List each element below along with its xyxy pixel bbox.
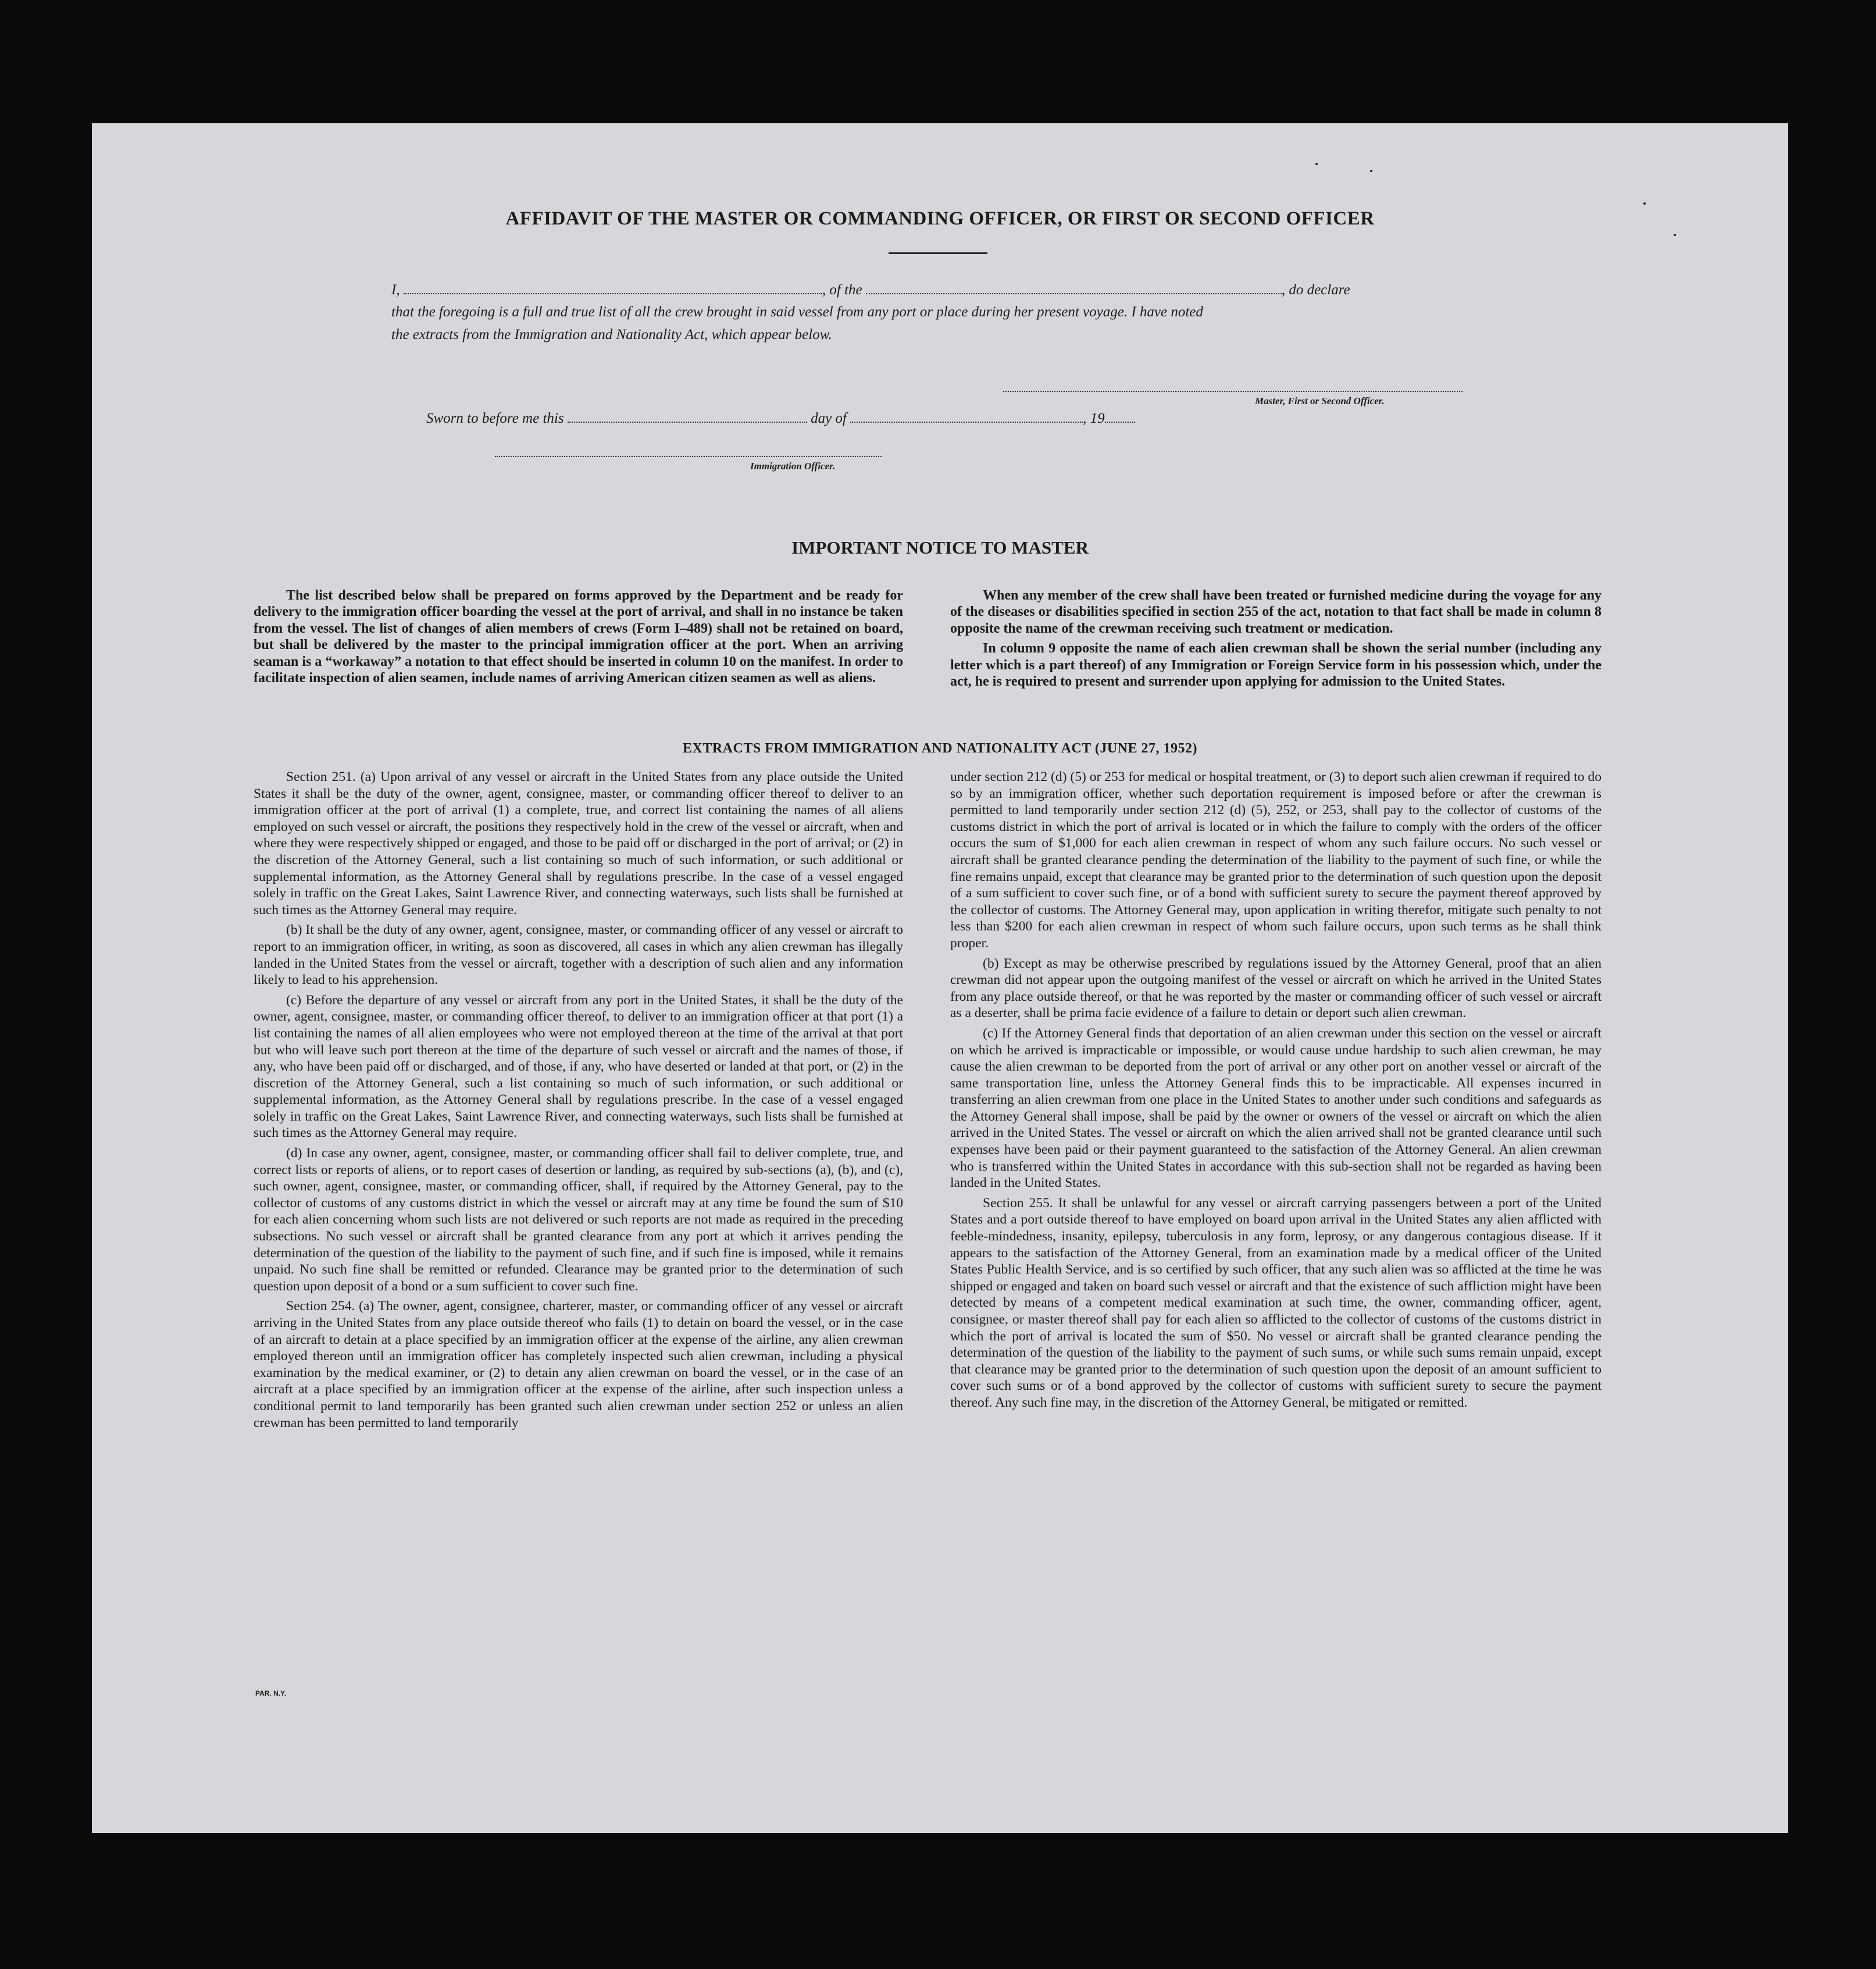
section-254-a: Section 254. (a) The owner, agent, consignee, charterer, master, or commanding officer of any vessel or aircraft arriving in the United States from any place outside thereof who fails (1) to detain on board the vessel, or in the case of an aircraft to detain at a place specified by an immigration officer at the expense of the airline, any alien crewman employed thereon until an immigration officer has completely inspected such alien crewman, including a physical examination by the medical examiner, or (2) to detain any alien crewman on board the vessel, or in the case of an aircraft at a place specified by an immigration officer at the expense of the airline, after such inspection unless a conditional permit to land temporarily has been granted such alien crewman under section 252 or unless an alien crewman has been permitted to land temporarily [254,1299,903,1431]
section-251-d: (d) In case any owner, agent, consignee, master, or commanding officer shall fail to deliver complete, true, and correct lists or reports of aliens, or to report cases of desertion or landing, as required by sub-sections (a), (b), and (c), such owner, agent, consignee, master, or commanding officer, shall, if required by the Attorney General, pay to the collector of customs of any customs district in which the vessel or aircraft may at any time be found the sum of $10 for each alien concerning whom such lists are not delivered or such reports are not made as required in the preceding subsections. No such vessel or aircraft shall be granted clearance from any port at which it arrives pending the determination of the question of the liability to the payment of such fine, and if such fine is imposed, while it remains unpaid. No such fine shall be remitted or refunded. Clearance may be granted prior to the determination of such question upon deposit of a bond or a sum sufficient to cover such fine. [254,1146,903,1294]
notice-title: IMPORTANT NOTICE TO MASTER [791,537,1089,558]
sworn-prefix: Sworn to before me this [426,411,564,426]
section-251-b: (b) It shall be the duty of any owner, agent, consignee, master, or commanding officer of any vessel or aircraft to report to an immigration officer, in writing, as soon as discovered, all cases in which any alien crewman has illegally landed in the United States from the vessel or aircraft, together with a description of such alien and any information likely to lead to his apprehension. [254,922,903,988]
section-255: Section 255. It shall be unlawful for any vessel or aircraft carrying passengers between a port of the United States and a port outside thereof to have employed on board upon arrival in the United States any alien afflicted with feeble-mindedness, insanity, epilepsy, tuberculosis in any form, leprosy, or any dangerous contagious disease. If it appears to the satisfaction of the Attorney General, from an examination made by a medical officer of the United States Public Health Service, and is so certified by such officer, that any such alien was so afflicted at the time he was shipped or engaged and taken on board such vessel or aircraft and that the existence of such affliction might have been detected by means of a competent medical examination at such time, the owner, commanding officer, agent, consignee, or master thereof shall pay for each alien so afflicted to the collector of customs of the customs district in which the port of arrival is located the sum of $50. No vessel or aircraft shall be granted clearance pending the determination of the question of the liability to the payment of such sums, or while such sums remain unpaid, except that clearance may be granted prior to the determination of such question upon the deposit of an amount sufficient to cover such sums or of a bond approved by the collector of customs with sufficient surety to secure the payment thereof. Any such fine may, in the discretion of the Attorney General, be mitigated or remitted. [950,1195,1602,1410]
do-declare-label: , do declare [1281,282,1350,298]
notice-right-column [950,587,1602,693]
section-254-c: (c) If the Attorney General finds that deportation of an alien crewman under this section on the vessel or aircraft on which he arrived is impracticable or impossible, or would cause undue hardship to such alien crewman, he may cause the alien crewman to be deported from the port of arrival or any other port on another vessel or aircraft of the same transportation line, unless the Attorney General finds this to be impracticable. All expenses incurred in transferring an alien crewman from one place in the United States to another under such conditions and safeguards as the Attorney General shall impose, shall be paid by the owner or owners of the vessel or aircraft on which the alien arrived in the United States. The vessel or aircraft on which the alien arrived shall not be granted clearance until such expenses have been paid or their payment guaranteed to the satisfaction of the Attorney General. An alien crewman who is transferred within the United States in accordance with this sub-section shall not be regarded as having been landed in the United States. [950,1025,1602,1191]
master-signature-label: Master, First or Second Officer. [1255,395,1385,406]
title-underline [889,252,987,254]
declaration-text-1: that the foregoing is a full and true list of all the crew brought in said vessel from any port or place during her present voyage. I have noted [391,304,1203,320]
declarant-prefix: I, [391,282,400,298]
declaration-line [391,281,1350,298]
extracts-right-column [950,769,1602,1415]
dust-speck [1315,163,1318,165]
of-the-label: , of the [822,282,862,298]
officer-signature-label: Immigration Officer. [750,461,836,472]
document-page [92,123,1788,1833]
sworn-day-field[interactable] [568,410,807,423]
declaration-text-2: the extracts from the Immigration and Nationality Act, which appear below. [391,327,832,343]
notice-left-column [254,587,903,690]
declarant-name-field[interactable] [404,281,822,294]
section-251-c: (c) Before the departure of any vessel or aircraft from any port in the United States, it shall be the duty of the owner, agent, consignee, master, or commanding officer thereof, to deliver to an immigration officer at that port (1) a list containing the names of all alien employees who were not employed thereon at the time of the arrival at that port but who will leave such port thereon at the time of the departure of such vessel or aircraft and the names of those, if any, who have been paid off or discharged, and of those, if any, who have deserted or landed at that port, or (2) in the discretion of the Attorney General, such a list containing so much of such information, or such additional or supplemental information, as the Attorney General shall by regulations prescribe. In the case of a vessel engaged solely in traffic on the Great Lakes, Saint Lawrence River, and connecting waterways, such lists shall be furnished at such times as the Attorney General may require. [254,992,903,1141]
section-251-a: Section 251. (a) Upon arrival of any vessel or aircraft in the United States from any place outside the United States it shall be the duty of the owner, agent, consignee, master, or commanding officer thereof to deliver to an immigration officer at the port of arrival (1) a complete, true, and correct list containing the names of all aliens employed on such vessel or aircraft, the positions they respectively hold in the crew of the vessel or aircraft, when and where they were respectively shipped or engaged, and those to be paid off or discharged in the port of arrival; or (2) in the discretion of the Attorney General, such a list containing so much of such information, or such additional or supplemental information, as the Attorney General shall by regulations prescribe. In the case of a vessel engaged solely in traffic on the Great Lakes, Saint Lawrence River, and connecting waterways, such lists shall be furnished at such times as the Attorney General may require. [254,769,903,918]
dust-speck [1674,234,1676,236]
year-label: , 19 [1083,411,1105,426]
day-of-label: day of [811,411,847,426]
sworn-month-field[interactable] [850,410,1083,423]
sworn-line [426,410,1135,427]
section-254-b: (b) Except as may be otherwise prescribed by regulations issued by the Attorney General, proof that an alien crewman did not appear upon the outgoing manifest of the vessel or aircraft on which he arrived in the United States from any place outside thereof, or that he was reported by the master or commanding officer of such vessel or aircraft as a deserter, shall be prima facie evidence of a failure to detain or deport such alien crewman. [950,955,1602,1021]
dust-speck [1370,170,1372,172]
officer-signature-line[interactable] [495,456,882,457]
notice-paragraph: The list described below shall be prepared on forms approved by the Department and be ready for delivery to the immigration officer boarding the vessel at the port of arrival, and shall in no instance be taken from the vessel. The list of changes of alien members of crews (Form I–489) shall not be retained on board, but shall be delivered by the master to the principal immigration officer at the port. When an arriving seaman is a “workaway” a notation to that effect should be inserted in column 10 on the manifest. In order to facilitate inspection of alien seamen, include names of arriving American citizen seamen as well as aliens. [254,588,903,686]
printer-mark: PAR. N.Y. [255,1689,287,1697]
affidavit-title: AFFIDAVIT OF THE MASTER OR COMMANDING OFFICER, OR FIRST OR SECOND OFFICER [505,208,1375,229]
extracts-left-column [254,769,903,1435]
extracts-title: EXTRACTS FROM IMMIGRATION AND NATIONALITY ACT (JUNE 27, 1952) [683,741,1197,756]
vessel-name-field[interactable] [866,281,1282,294]
notice-paragraph: In column 9 opposite the name of each alien crewman shall be shown the serial number (including any letter which is a part thereof) of any Immigration or Foreign Service form in his possession which, under the act, he is required to present and surrender upon applying for admission to the United States. [950,641,1602,690]
section-254-a-continued: under section 212 (d) (5) or 253 for medical or hospital treatment, or (3) to deport such alien crewman if required to do so by an immigration officer, whether such deportation requirement is imposed before or after the crewman is permitted to land temporarily under section 212 (d) (5), 252, or 253, shall pay to the collector of customs of the customs district in which the port of arrival is located or in which the failure to comply with the orders of the officer occurs the sum of $1,000 for each alien crewman in respect of whom any such failure occurs. No such vessel or aircraft shall be granted clearance pending the determination of the liability to the payment of such fine, or while the fine remains unpaid, except that clearance may be granted prior to the determination of such question upon the deposit of a sum sufficient to cover such fine, or of a bond with sufficient surety to secure the payment thereof approved by the collector of customs. The Attorney General may, upon application in writing therefor, mitigate such penalty to not less than $200 for each alien crewman in respect of whom such failure occurs, upon such terms as he shall think proper. [950,769,1602,951]
sworn-year-field[interactable] [1105,410,1135,423]
notice-paragraph: When any member of the crew shall have been treated or furnished medicine during the voyage for any of the diseases or disabilities specified in section 255 of the act, notation to that fact shall be made in column 8 opposite the name of the crewman receiving such treatment or medication. [950,588,1602,636]
dust-speck [1643,202,1646,205]
master-signature-line[interactable] [1003,391,1463,392]
